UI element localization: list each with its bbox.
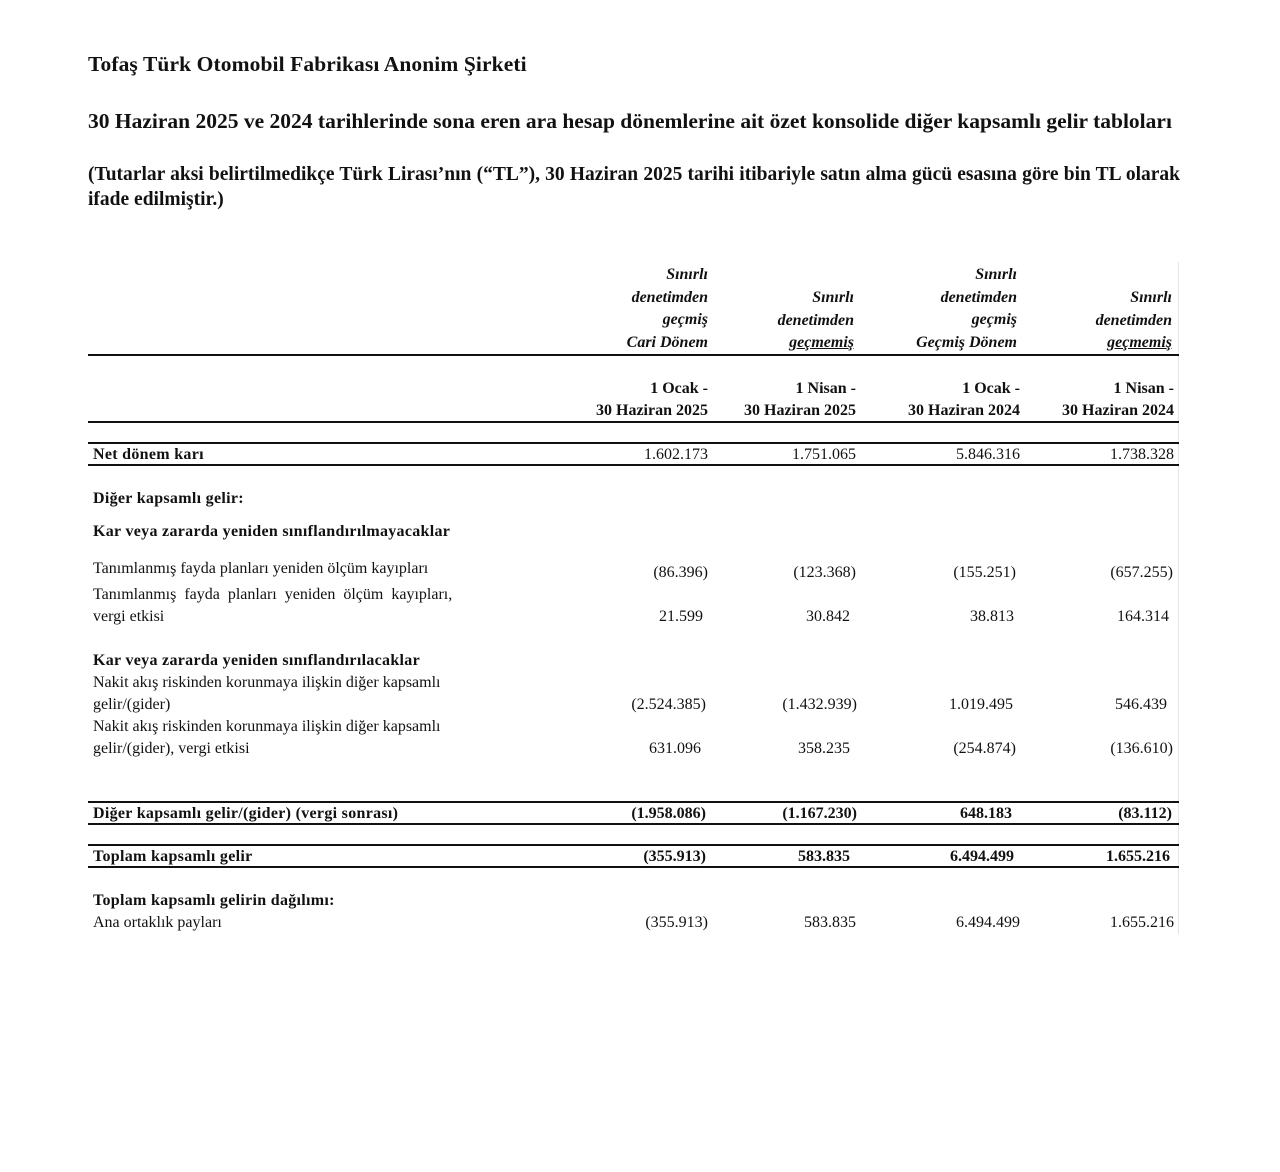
header-rule-top: [88, 354, 1179, 356]
row-parent-shares-value-4: 1.655.216: [1110, 914, 1174, 931]
audit-line: denetimden: [777, 311, 854, 329]
period-line: 30 Haziran 2025: [596, 402, 708, 419]
row-oci-after-tax-label: Diğer kapsamlı gelir/(gider) (vergi sonrası): [93, 805, 399, 822]
row-remeasurement-loss-value-1: (86.396): [653, 564, 708, 581]
section-reclassified-header: Kar veya zararda yeniden sınıflandırılacaklar: [93, 652, 420, 669]
row-cash-flow-hedge-tax-value-1: 631.096: [649, 740, 701, 757]
row-remeasurement-tax-label-line2: vergi etkisi: [93, 608, 165, 625]
row-remeasurement-loss-label: Tanımlanmış fayda planları yeniden ölçüm kayıpları: [93, 560, 429, 577]
period-line: 30 Haziran 2025: [744, 402, 856, 419]
row-total-comprehensive-value-2: 583.835: [798, 848, 850, 865]
period-line: 30 Haziran 2024: [908, 402, 1020, 419]
row-cash-flow-hedge-tax-label-line1: Nakit akış riskinden korunmaya ilişkin diğer kapsamlı: [93, 718, 441, 735]
row-net-profit-value-1: 1.602.173: [644, 446, 708, 463]
row-total-comprehensive-value-1: (355.913): [643, 848, 706, 865]
column-header-audit-4: [1012, 287, 1172, 355]
row-remeasurement-tax-value-4: 164.314: [1117, 608, 1169, 625]
audit-line: denetimden: [1095, 311, 1172, 329]
audit-line: geçmemiş: [789, 334, 854, 351]
row-total-comprehensive-value-3: 6.494.499: [950, 848, 1014, 865]
audit-line: Sınırlı: [666, 266, 708, 283]
audit-line: Sınırlı: [975, 266, 1017, 283]
row-cash-flow-hedge-tax-label-line2: gelir/(gider), vergi etkisi: [93, 740, 250, 757]
period-line: 1 Ocak -: [650, 380, 708, 397]
row-remeasurement-tax-value-2: 30.842: [806, 608, 850, 625]
row-remeasurement-tax-value-1: 21.599: [659, 608, 703, 625]
column-header-audit-3: [857, 264, 1017, 354]
row-remeasurement-tax-label-line1: Tanımlanmış fayda planları yeniden ölçüm kayıpları,: [93, 586, 453, 603]
audit-line: geçmemiş: [1107, 334, 1172, 351]
section-oci-header: Diğer kapsamlı gelir:: [93, 490, 244, 507]
audit-line: geçmiş: [971, 311, 1017, 328]
audit-line: Cari Dönem: [626, 333, 708, 351]
rule-total-comprehensive-bottom: [88, 866, 1179, 868]
period-line: 1 Ocak -: [962, 380, 1020, 397]
row-remeasurement-loss-value-3: (155.251): [953, 564, 1016, 581]
row-remeasurement-tax-value-3: 38.813: [970, 608, 1014, 625]
column-header-period-1: [548, 378, 708, 422]
row-total-comprehensive-label: Toplam kapsamlı gelir: [93, 848, 253, 865]
period-line: 1 Nisan -: [795, 380, 856, 397]
period-line: 1 Nisan -: [1113, 380, 1174, 397]
row-total-comprehensive-value-4: 1.655.216: [1106, 848, 1170, 865]
row-cash-flow-hedge-tax-value-3: (254.874): [953, 740, 1016, 757]
column-header-period-2: [696, 378, 856, 422]
row-parent-shares-value-3: 6.494.499: [956, 914, 1020, 931]
column-header-audit-1: [548, 264, 708, 354]
column-header-audit-2: [694, 287, 854, 355]
rule-oci-after-tax-bottom: [88, 823, 1179, 825]
row-cash-flow-hedge-label-line1: Nakit akış riskinden korunmaya ilişkin diğer kapsamlı: [93, 674, 441, 691]
audit-line: Sınırlı: [1130, 289, 1172, 306]
row-parent-shares-value-1: (355.913): [645, 914, 708, 931]
row-cash-flow-hedge-value-2: (1.432.939): [782, 696, 857, 713]
statement-title: 30 Haziran 2025 ve 2024 tarihlerinde sona eren ara hesap dönemlerine ait özet konsolide diğer kapsamlı gelir tabloları: [88, 109, 1172, 133]
row-oci-after-tax-value-4: (83.112): [1118, 805, 1172, 822]
row-cash-flow-hedge-value-3: 1.019.495: [949, 696, 1013, 713]
audit-line: Sınırlı: [812, 289, 854, 306]
right-border-line: [1178, 262, 1179, 934]
audit-line: denetimden: [940, 288, 1017, 306]
row-net-profit-value-2: 1.751.065: [792, 446, 856, 463]
row-cash-flow-hedge-tax-value-4: (136.610): [1110, 740, 1173, 757]
row-parent-shares-label: Ana ortaklık payları: [93, 914, 222, 931]
column-header-period-4: [1014, 378, 1174, 422]
period-line: 30 Haziran 2024: [1062, 402, 1174, 419]
audit-line: geçmiş: [662, 311, 708, 328]
row-net-profit-value-3: 5.846.316: [956, 446, 1020, 463]
rule-net-profit-top: [88, 442, 1179, 444]
section-not-reclassified-header: Kar veya zararda yeniden sınıflandırılmayacaklar: [93, 523, 451, 540]
row-cash-flow-hedge-value-1: (2.524.385): [631, 696, 706, 713]
audit-line: denetimden: [631, 288, 708, 306]
header-rule-bottom: [88, 421, 1179, 423]
row-remeasurement-loss-value-2: (123.368): [793, 564, 856, 581]
row-net-profit-label: Net dönem karı: [93, 446, 204, 463]
row-cash-flow-hedge-label-line2: gelir/(gider): [93, 696, 171, 713]
row-oci-after-tax-value-2: (1.167.230): [782, 805, 857, 822]
statement-subtitle: (Tutarlar aksi belirtilmedikçe Türk Lirası’nın (“TL”), 30 Haziran 2025 tarihi itibariyle satın alma gücü esasına göre bin TL olarak ifade edilmiştir.): [88, 164, 1180, 210]
row-remeasurement-loss-value-4: (657.255): [1110, 564, 1173, 581]
row-net-profit-value-4: 1.738.328: [1110, 446, 1174, 463]
rule-net-profit-bottom: [88, 464, 1179, 466]
row-cash-flow-hedge-tax-value-2: 358.235: [798, 740, 850, 757]
row-parent-shares-value-2: 583.835: [804, 914, 856, 931]
row-oci-after-tax-value-1: (1.958.086): [631, 805, 706, 822]
row-oci-after-tax-value-3: 648.183: [960, 805, 1012, 822]
audit-line: Geçmiş Dönem: [916, 333, 1017, 351]
section-distribution-header: Toplam kapsamlı gelirin dağılımı:: [93, 892, 335, 909]
company-name: Tofaş Türk Otomobil Fabrikası Anonim Şirketi: [88, 52, 527, 76]
column-header-period-3: [860, 378, 1020, 422]
row-cash-flow-hedge-value-4: 546.439: [1115, 696, 1167, 713]
